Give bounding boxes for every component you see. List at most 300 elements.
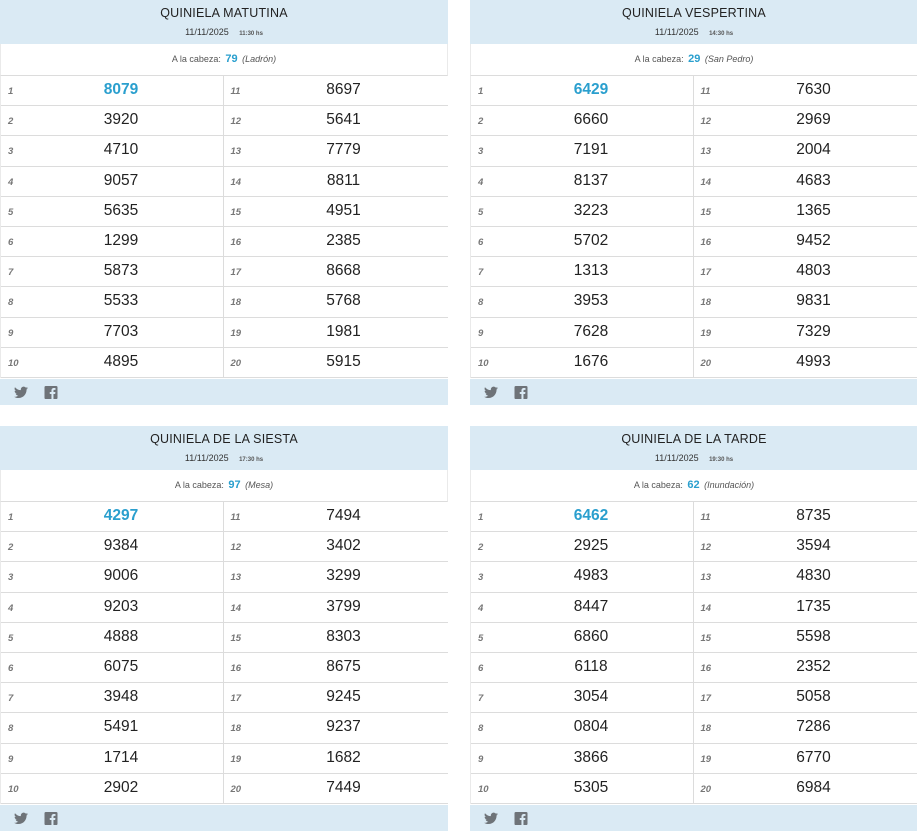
result-position: 16 (700, 662, 712, 674)
result-row (471, 167, 693, 197)
result-row (694, 744, 917, 774)
cabeza-line (0, 44, 448, 76)
result-row (1, 744, 223, 774)
result-number: 8079 (103, 81, 139, 98)
result-number: 4951 (326, 201, 361, 219)
result-position: 9 (8, 327, 14, 339)
result-position: 19 (700, 753, 712, 765)
result-number: 3402 (326, 537, 361, 555)
result-row (1, 683, 223, 713)
result-position: 18 (230, 297, 242, 309)
result-row (471, 348, 693, 378)
result-row (694, 197, 917, 227)
quiniela-panel (470, 0, 917, 405)
cabeza-line (470, 470, 917, 502)
result-number: 1313 (573, 262, 609, 280)
results-column-left (1, 502, 223, 804)
result-row (224, 76, 449, 106)
result-row (471, 683, 693, 713)
panel-title: QUINIELA MATUTINA (160, 6, 288, 20)
result-row (224, 744, 449, 774)
result-number: 7449 (326, 778, 361, 796)
quiniela-panel (0, 426, 448, 831)
result-row (1, 197, 223, 227)
result-number: 4830 (796, 567, 831, 585)
results-column-right (693, 76, 917, 378)
panel-header (470, 0, 917, 44)
cabeza-line (0, 470, 448, 502)
result-row (694, 683, 917, 713)
result-position: 6 (478, 662, 484, 674)
result-number: 5635 (103, 201, 139, 219)
result-row (471, 257, 693, 287)
result-row (1, 774, 223, 804)
result-number: 6770 (796, 748, 831, 766)
result-position: 17 (230, 267, 242, 279)
result-number: 2969 (796, 111, 831, 129)
result-number: 8137 (573, 171, 609, 189)
result-position: 19 (230, 327, 242, 339)
result-position: 5 (478, 206, 484, 218)
result-row (471, 318, 693, 348)
result-position: 19 (700, 327, 712, 339)
result-number: 3920 (103, 111, 139, 129)
result-number: 1735 (796, 597, 831, 615)
cabeza-name: (San Pedro) (704, 54, 754, 64)
result-row (224, 348, 449, 378)
result-number: 9831 (796, 292, 831, 310)
result-position: 13 (700, 572, 712, 584)
result-row (471, 744, 693, 774)
result-position: 6 (478, 236, 484, 248)
result-position: 5 (478, 632, 484, 644)
result-row (1, 623, 223, 653)
result-number: 9203 (103, 597, 139, 615)
result-row (471, 136, 693, 166)
result-position: 20 (700, 357, 712, 369)
cabeza-name: (Inundación) (704, 480, 755, 490)
result-number: 3866 (573, 748, 609, 766)
result-position: 3 (478, 572, 484, 584)
cabeza-number: 97 (228, 479, 241, 491)
result-row (471, 774, 693, 804)
panel-footer (0, 379, 448, 405)
result-number: 6429 (573, 81, 609, 98)
results-grid (0, 76, 448, 378)
facebook-icon[interactable] (514, 812, 528, 825)
cabeza-number: 29 (688, 53, 701, 65)
result-position: 16 (700, 236, 712, 248)
result-position: 17 (230, 693, 242, 705)
result-row (224, 623, 449, 653)
result-row (694, 318, 917, 348)
result-position: 18 (700, 297, 712, 309)
panel-footer (0, 805, 448, 831)
panel-dateline (470, 25, 917, 40)
result-row (694, 76, 917, 106)
result-row (471, 623, 693, 653)
results-column-left (471, 76, 693, 378)
draw-time: 11:30 hs (239, 31, 263, 37)
result-position: 2 (478, 542, 484, 554)
result-number: 7329 (796, 322, 831, 340)
result-position: 1 (8, 86, 14, 97)
result-number: 9384 (103, 537, 139, 555)
result-row (224, 562, 449, 592)
quiniela-panel (0, 0, 448, 405)
result-row (694, 562, 917, 592)
result-number: 8735 (796, 507, 831, 524)
result-row (694, 287, 917, 317)
result-position: 5 (8, 632, 14, 644)
result-position: 14 (230, 602, 242, 614)
result-position: 6 (8, 236, 14, 248)
result-row (471, 713, 693, 743)
result-number: 7703 (103, 322, 139, 340)
result-number: 3799 (326, 597, 361, 615)
result-position: 13 (230, 572, 242, 584)
result-number: 4683 (796, 171, 831, 189)
draw-date: 11/11/2025 (185, 27, 229, 37)
results-column-right (223, 76, 449, 378)
result-position: 1 (478, 86, 484, 97)
result-number: 8447 (573, 597, 609, 615)
result-row (224, 532, 449, 562)
result-position: 16 (230, 236, 242, 248)
result-number: 2004 (796, 141, 831, 159)
result-number: 1714 (103, 748, 139, 766)
result-position: 10 (8, 783, 19, 795)
twitter-icon[interactable] (484, 812, 498, 825)
result-row (224, 653, 449, 683)
result-position: 10 (478, 357, 489, 369)
result-position: 1 (8, 512, 14, 523)
twitter-icon[interactable] (484, 386, 498, 399)
result-number: 4983 (573, 567, 609, 585)
result-row (471, 593, 693, 623)
result-row (1, 562, 223, 592)
panel-header (470, 426, 917, 470)
result-row (1, 502, 223, 532)
result-position: 13 (230, 146, 242, 158)
result-position: 8 (8, 297, 14, 309)
result-row (694, 167, 917, 197)
result-number: 8811 (326, 171, 361, 189)
result-number: 7494 (326, 507, 361, 524)
result-position: 7 (478, 693, 484, 705)
cabeza-label: A la cabeza: (174, 480, 224, 490)
result-row (224, 136, 449, 166)
result-position: 20 (700, 783, 712, 795)
quiniela-panel (470, 426, 917, 831)
result-position: 3 (478, 146, 484, 158)
result-position: 17 (700, 267, 712, 279)
result-position: 18 (230, 723, 242, 735)
result-position: 9 (478, 327, 484, 339)
result-row (224, 502, 449, 532)
result-number: 1299 (103, 231, 139, 249)
result-number: 6984 (796, 778, 831, 796)
result-position: 18 (700, 723, 712, 735)
result-number: 3223 (573, 201, 609, 219)
cabeza-label: A la cabeza: (634, 54, 684, 64)
result-position: 1 (478, 512, 484, 523)
result-number: 5768 (326, 292, 361, 310)
result-number: 2352 (796, 657, 831, 675)
result-position: 4 (478, 602, 484, 614)
result-position: 16 (230, 662, 242, 674)
result-position: 12 (230, 116, 242, 128)
result-number: 6860 (573, 627, 609, 645)
result-row (694, 257, 917, 287)
result-number: 3953 (573, 292, 609, 310)
result-position: 7 (8, 267, 14, 279)
result-number: 4803 (796, 262, 831, 280)
result-position: 3 (8, 146, 14, 158)
result-position: 20 (230, 783, 242, 795)
cabeza-name: (Mesa) (245, 480, 274, 490)
panel-title: QUINIELA VESPERTINA (622, 6, 766, 20)
result-position: 13 (700, 146, 712, 158)
result-number: 9452 (796, 231, 831, 249)
result-row (224, 167, 449, 197)
result-number: 3948 (103, 688, 139, 706)
draw-date: 11/11/2025 (654, 27, 699, 37)
result-position: 17 (700, 693, 712, 705)
result-position: 11 (230, 512, 241, 523)
result-number: 5533 (103, 292, 139, 310)
result-row (694, 532, 917, 562)
result-row (694, 136, 917, 166)
result-row (694, 593, 917, 623)
result-number: 4297 (103, 507, 139, 524)
draw-time: 19:30 hs (709, 457, 734, 463)
result-row (694, 623, 917, 653)
result-position: 3 (8, 572, 14, 584)
result-position: 12 (700, 542, 712, 554)
result-row (694, 227, 917, 257)
facebook-icon[interactable] (514, 386, 528, 399)
result-row (471, 197, 693, 227)
panel-dateline (0, 25, 448, 40)
result-row (224, 318, 449, 348)
result-row (224, 774, 449, 804)
result-position: 12 (230, 542, 242, 554)
draw-time: 14:30 hs (709, 31, 734, 37)
result-number: 7286 (796, 718, 831, 736)
result-position: 11 (230, 86, 241, 97)
panel-footer (470, 805, 917, 831)
result-number: 7779 (326, 141, 361, 159)
result-number: 1676 (573, 352, 609, 370)
result-position: 2 (478, 116, 484, 128)
result-position: 9 (478, 753, 484, 765)
result-number: 9006 (103, 567, 139, 585)
result-row (224, 227, 449, 257)
result-row (224, 106, 449, 136)
result-row (471, 76, 693, 106)
result-number: 8697 (326, 81, 361, 98)
results-grid (470, 76, 917, 378)
result-number: 6462 (573, 507, 609, 524)
result-number: 4888 (103, 627, 139, 645)
result-position: 14 (700, 176, 712, 188)
result-position: 15 (700, 206, 712, 218)
result-number: 2902 (103, 778, 139, 796)
result-number: 4710 (103, 141, 139, 159)
result-position: 9 (8, 753, 14, 765)
result-position: 7 (478, 267, 484, 279)
result-number: 8668 (326, 262, 361, 280)
result-position: 15 (230, 632, 242, 644)
result-position: 7 (8, 693, 14, 705)
panel-title: QUINIELA DE LA SIESTA (150, 432, 298, 446)
cabeza-number: 79 (225, 53, 238, 65)
result-row (1, 167, 223, 197)
result-number: 5305 (573, 778, 609, 796)
result-number: 3594 (796, 537, 831, 555)
result-number: 4993 (796, 352, 831, 370)
result-row (224, 593, 449, 623)
result-position: 19 (230, 753, 242, 765)
result-number: 7191 (573, 141, 609, 159)
result-row (224, 197, 449, 227)
result-position: 8 (8, 723, 14, 735)
result-row (1, 713, 223, 743)
result-row (1, 227, 223, 257)
cabeza-label: A la cabeza: (171, 54, 221, 64)
result-row (694, 106, 917, 136)
result-row (1, 287, 223, 317)
result-row (224, 713, 449, 743)
draw-date: 11/11/2025 (654, 453, 699, 463)
results-column-right (693, 502, 917, 804)
facebook-icon[interactable] (44, 812, 58, 825)
result-row (471, 532, 693, 562)
result-row (471, 653, 693, 683)
result-row (694, 502, 917, 532)
cabeza-number: 62 (687, 479, 700, 491)
result-row (1, 348, 223, 378)
result-number: 1981 (326, 322, 361, 340)
cabeza-name: (Ladrón) (242, 54, 277, 64)
result-position: 4 (478, 176, 484, 188)
result-number: 5491 (103, 718, 139, 736)
result-position: 2 (8, 116, 14, 128)
result-position: 15 (700, 632, 712, 644)
result-position: 4 (8, 176, 14, 188)
result-number: 0804 (573, 718, 609, 736)
results-grid (470, 502, 917, 804)
result-number: 3299 (326, 567, 361, 585)
facebook-icon[interactable] (44, 386, 58, 399)
result-number: 5915 (326, 352, 361, 370)
result-position: 11 (700, 86, 711, 97)
result-row (224, 257, 449, 287)
result-position: 14 (230, 176, 242, 188)
panel-header (0, 426, 448, 470)
result-number: 5058 (796, 688, 831, 706)
result-number: 6075 (103, 657, 139, 675)
result-number: 4895 (103, 352, 139, 370)
result-row (471, 502, 693, 532)
result-number: 7630 (796, 81, 831, 98)
result-row (1, 532, 223, 562)
result-position: 10 (8, 357, 19, 369)
result-number: 5598 (796, 627, 831, 645)
result-number: 1682 (326, 748, 361, 766)
results-grid (0, 502, 448, 804)
results-column-left (471, 502, 693, 804)
result-number: 7628 (573, 322, 609, 340)
result-position: 8 (478, 723, 484, 735)
panel-dateline (470, 451, 917, 466)
result-number: 2385 (326, 231, 361, 249)
cabeza-line (470, 44, 917, 76)
result-row (471, 562, 693, 592)
twitter-icon[interactable] (14, 386, 28, 399)
results-column-left (1, 76, 223, 378)
result-row (1, 257, 223, 287)
results-column-right (223, 502, 449, 804)
result-number: 8303 (326, 627, 361, 645)
draw-time: 17:30 hs (239, 457, 264, 463)
result-number: 5641 (326, 111, 361, 129)
result-row (224, 683, 449, 713)
result-number: 6660 (573, 111, 609, 129)
result-position: 2 (8, 542, 14, 554)
result-position: 4 (8, 602, 14, 614)
result-position: 14 (700, 602, 712, 614)
result-number: 3054 (573, 688, 609, 706)
result-position: 8 (478, 297, 484, 309)
result-position: 11 (700, 512, 711, 523)
result-row (1, 318, 223, 348)
result-row (471, 227, 693, 257)
result-position: 6 (8, 662, 14, 674)
result-row (1, 76, 223, 106)
panel-header (0, 0, 448, 44)
result-row (694, 713, 917, 743)
result-number: 8675 (326, 657, 361, 675)
panel-footer (470, 379, 917, 405)
result-row (694, 774, 917, 804)
result-number: 5702 (573, 231, 609, 249)
result-row (471, 287, 693, 317)
result-row (1, 136, 223, 166)
panel-title: QUINIELA DE LA TARDE (621, 432, 767, 446)
result-row (694, 653, 917, 683)
panel-dateline (0, 451, 448, 466)
result-position: 20 (230, 357, 242, 369)
result-number: 9237 (326, 718, 361, 736)
result-position: 15 (230, 206, 242, 218)
result-row (1, 106, 223, 136)
result-number: 9057 (103, 171, 139, 189)
cabeza-label: A la cabeza: (633, 480, 683, 490)
result-number: 1365 (796, 201, 831, 219)
result-position: 12 (700, 116, 712, 128)
draw-date: 11/11/2025 (184, 453, 229, 463)
result-row (471, 106, 693, 136)
result-number: 2925 (573, 537, 609, 555)
result-row (694, 348, 917, 378)
result-position: 5 (8, 206, 14, 218)
result-row (1, 653, 223, 683)
result-row (1, 593, 223, 623)
result-position: 10 (478, 783, 489, 795)
twitter-icon[interactable] (14, 812, 28, 825)
